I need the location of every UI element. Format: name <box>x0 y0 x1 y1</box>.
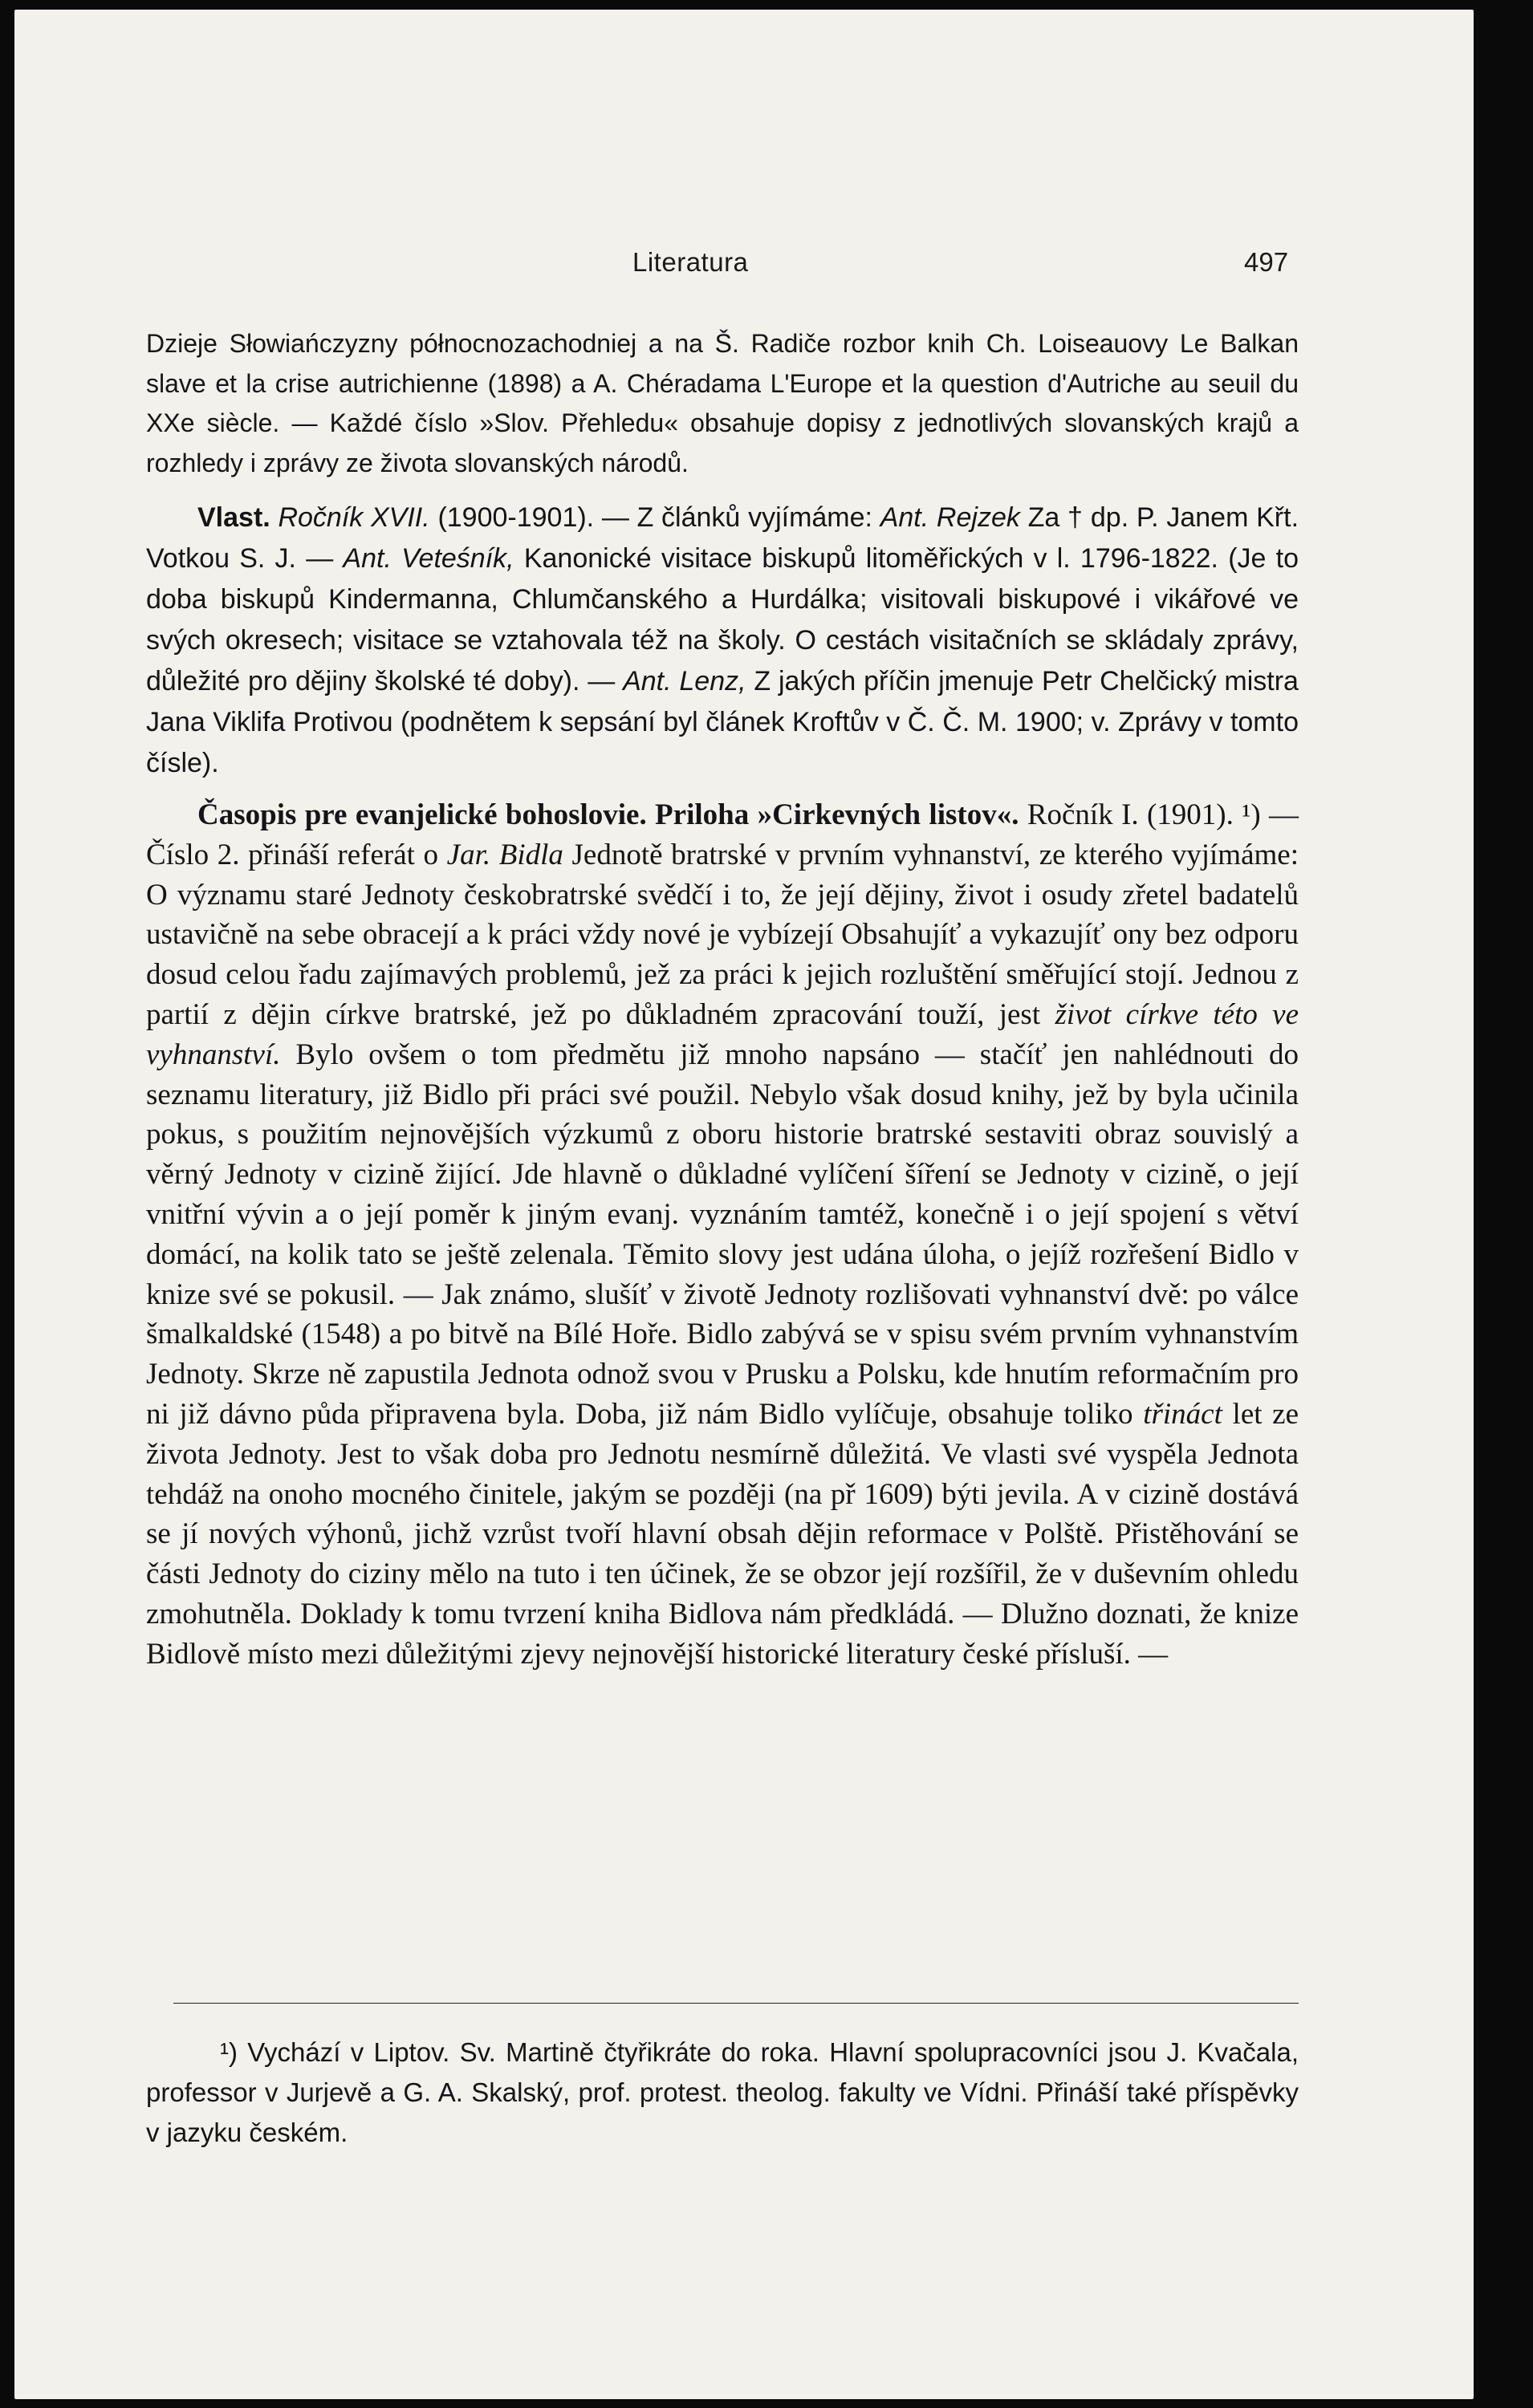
author-name: Ant. Lenz, <box>623 666 746 696</box>
author-name: Ant. Veteśník, <box>343 543 514 574</box>
paragraph-vlast <box>146 497 1299 784</box>
author-name: Ant. Rejzek <box>880 502 1020 533</box>
page-header <box>14 247 1474 295</box>
footnote-text: ¹) Vychází v Liptov. Sv. Martině čtyřikráte do roka. Hlavní spolupracovníci jsou J. Kvačala, professor v Jurjevě a G. A. Skalský, prof. protest. theolog. fakulty ve Vídni. Přináší také příspěvky v jazyku českém. <box>146 2037 1299 2147</box>
text-segment: (1900-1901). — Z článků vyjímáme: <box>437 502 872 533</box>
text-segment: Bylo ovšem o tom předmětu již mnoho napsáno — stačíť jen nahlédnouti do seznamu literatury, již Bidlo při práci své použil. Nebylo však dosud knihy, jež by byla učinila pokus, s použitím nejnovějších výzkumů z oboru historie bratrské sestaviti obraz souvislý a věrný Jednoty v cizině žijící. Jde hlavně o důkladné vylíčení šíření se Jednoty v cizině, o její vnitřní vývin a o její poměr k jiným evanj. vyznáním tamtéž, konečně i o její spojení s větví domácí, na kolik tato se ještě zelenala. Těmito slovy jest udána úloha, o jejíž rozřešení Bidlo v knize své se pokusil. — Jak známo, slušíť v životě Jednoty rozlišovati vyhnanství dvě: po válce šmalkaldské (1548) a po bitvě na Bílé Hoře. Bidlo zabývá se v spisu svém prvním vyhnanstvím Jednoty. Skrze ně zapustila Jednota odnož svou v Prusku a Polsku, kde hnutím reformačním pro ni již dávno půda připravena byla. Doba, již nám Bidlo vylíčuje, obsahuje toliko <box>146 1038 1299 1431</box>
journal-name: Časopis pre evanjelické bohoslovie. Priloha »Cirkevných listov«. <box>197 798 1019 831</box>
book-page <box>14 10 1474 2399</box>
volume-label: Ročník XVII. <box>278 502 430 533</box>
journal-name: Vlast. <box>197 502 270 533</box>
running-title: Literatura <box>632 247 749 277</box>
text-segment: let ze života Jednoty. Jest to však doba pro Jednotu nesmírně důležitá. Ve vlasti své vyspěla Jednota tehdáž na onoho mocného činitele, jakým se později (na př 1609) býti jevila. A v cizině dostává se jí nových výhonů, jichž vzrůst tvoří hlavní obsah dějin reformace v Polště. Přistěhování se části Jednoty do ciziny mělo na tuto i ten účinek, že se obzor její rozšířil, že v duševním ohledu zmohutněla. Doklady k tomu tvrzení kniha Bidlova nám předkládá. — Dlužno doznati, že knize Bidlově místo mezi důležitými zjevy nejnovější historické literatury české přísluší. — <box>146 1397 1299 1671</box>
footnote <box>146 2003 1299 2153</box>
paragraph-slovansky-prehled: Dzieje Słowiańczyzny północnozachodniej a na Š. Radiče rozbor knih Ch. Loiseauovy Le Balkan slave et la crise autrichienne (1898) a A. Chéradama L'Europe et la question d'Autriche au seuil du XXe siècle. — Každé číslo »Slov. Přehledu« obsahuje dopisy z jednotlivých slovanských krajů a rozhledy i zprávy ze života slovanských národů. <box>146 329 1299 477</box>
text-segment: Kanonické visitace biskupů litoměřických v l. 1796-1822. (Je to doba biskupů Kindermanna, Chlumčanského a Hurdálka; visitovali biskupové i vikářové ve svých okresech; visitace se vztahovala též na školy. O cestách visitačních se skládaly zprávy, důležité pro dějiny školské té doby). — <box>146 543 1299 696</box>
author-name: Jar. Bidla <box>446 838 563 871</box>
text-segment: Ročník I. (1901). ¹) — Číslo 2. přináší referát o <box>146 798 1299 871</box>
emphasis-text: třináct <box>1143 1397 1222 1431</box>
page-number: 497 <box>1244 247 1289 277</box>
emphasis-text: život církve této ve vyhnanství. <box>146 997 1299 1071</box>
paragraph-casopis-evanjelicke <box>146 795 1299 1675</box>
body-text <box>146 324 1299 1675</box>
text-segment: Za † dp. P. Janem Křt. Votkou S. J. — <box>146 502 1299 574</box>
text-segment: Z jakých příčin jmenuje Petr Chelčický mistra Jana Viklifa Protivou (podnětem k sepsání byl článek Kroftův v Č. Č. M. 1900; v. Zprávy v tomto čísle). <box>146 666 1299 778</box>
text-segment: Jednotě bratrské v prvním vyhnanství, ze kterého vyjímáme: O významu staré Jednoty českobratrské svědčí i to, že její dějiny, život i osudy zřetel badatelů ustavičně na sebe obracejí a k práci vždy nové je vybízejí Obsahujíť a vykazujíť ony bez odporu dosud celou řadu zajímavých problemů, jež za práci k jejich rozluštění směřující stojí. Jednou z partií z dějin církve bratrské, jež po důkladném zpracování touží, jest <box>146 838 1299 1031</box>
